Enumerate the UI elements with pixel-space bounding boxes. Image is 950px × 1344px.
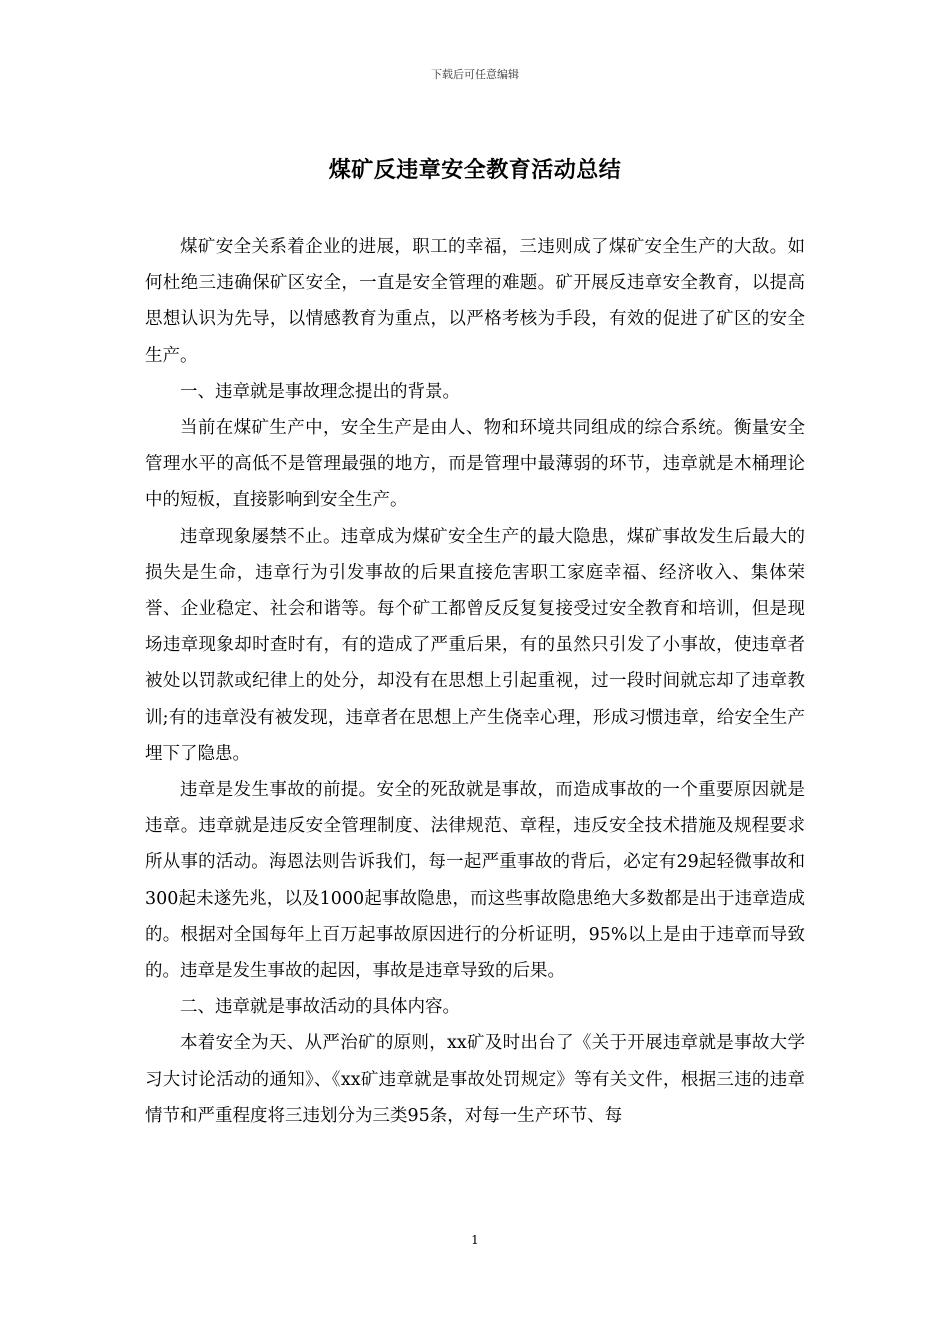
body-paragraph: 违章是发生事故的前提。安全的死敌就是事故，而造成事故的一个重要原因就是违章。违章就是违反安全管理制度、法律规范、章程，违反安全技术措施及规程要求所从事的活动。海恩法则告诉我们，每一起严重事故的背后，必定有29起轻微事故和300起未遂先兆，以及1000起事故隐患，而这些事故隐患绝大多数都是出于违章造成的。根据对全国每年上百万起事故原因进行的分析证明，95%以上是由于违章而导致的。违章是发生事故的起因，事故是违章导致的后果。 (145, 780, 805, 982)
header-note: 下载后可任意编辑 (431, 68, 519, 81)
body-paragraph: 违章现象屡禁不止。违章成为煤矿安全生产的最大隐患，煤矿事故发生后最大的损失是生命，违章行为引发事故的后果直接危害职工家庭幸福、经济收入、集体荣誉、企业稳定、社会和谐等。每个矿工都曾反反复复接受过安全教育和培训，但是现场违章现象却时查时有，有的造成了严重后果，有的虽然只引发了小事故，使违章者被处以罚款或纪律上的处分，却没有在思想上引起重视，过一段时间就忘却了违章教训;有的违章没有被发现，违章者在思想上产生侥幸心理，形成习惯违章，给安全生产埋下了隐患。 (145, 526, 805, 764)
document-title: 煤矿反违章安全教育活动总结 (328, 158, 622, 183)
body-paragraph: 煤矿安全关系着企业的进展，职工的幸福，三违则成了煤矿安全生产的大敌。如何杜绝三违确保矿区安全，一直是安全管理的难题。矿开展反违章安全教育，以提高思想认识为先导，以情感教育为重点，以严格考核为手段，有效的促进了矿区的安全生产。 (145, 237, 805, 366)
section-heading: 二、违章就是事故活动的具体内容。 (180, 997, 460, 1018)
body-paragraph: 当前在煤矿生产中，安全生产是由人、物和环境共同组成的综合系统。衡量安全管理水平的高低不是管理最强的地方，而是管理中最薄弱的环节，违章就是木桶理论中的短板，直接影响到安全生产。 (145, 418, 805, 511)
body-paragraph: 本着安全为天、从严治矿的原则，xx矿及时出台了《关于开展违章就是事故大学习大讨论活动的通知》、《xx矿违章就是事故处罚规定》等有关文件，根据三违的违章情节和严重程度将三违划分为三类95条，对每一生产环节、每 (145, 1033, 805, 1126)
section-heading: 一、违章就是事故理念提出的背景。 (180, 381, 460, 402)
page-number: 1 (471, 1233, 479, 1247)
document-body (145, 229, 805, 1134)
